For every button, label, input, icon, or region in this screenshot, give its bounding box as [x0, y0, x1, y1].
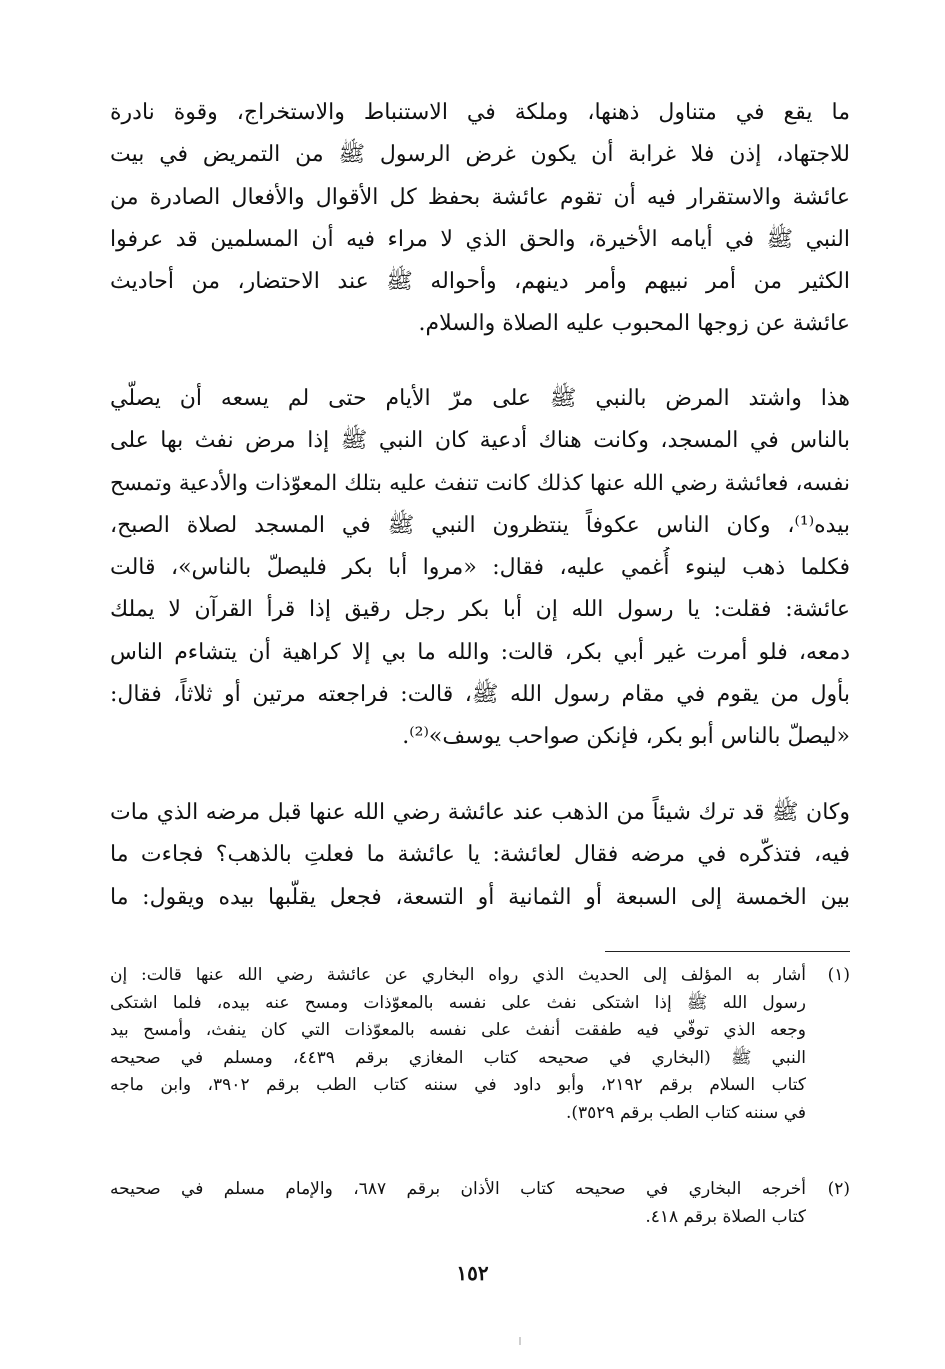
- footnote-body: [110, 962, 806, 1128]
- text-line: عائشة: فقلت: يا رسول الله إن أبا بكر رجل رقيق إذا قرأ القرآن لا يملك: [110, 597, 850, 623]
- paragraph-3: [110, 792, 850, 919]
- footnote-divider: [605, 951, 850, 952]
- text-line: عائشة والاستقرار فيه أن تقوم عائشة بحفظ كل الأقوال والأفعال الصادرة من: [110, 184, 850, 210]
- text-line: بيده⁽¹⁾، وكان الناس عكوفاً ينتظرون النبي ﷺ في المسجد لصلاة الصبح،: [110, 512, 850, 538]
- footnote-line: رسول الله ﷺ إذا اشتكى نفث على نفسه بالمعوّذات ومسح عنه بيده، فلما اشتكى: [110, 992, 806, 1013]
- footnote-2: [110, 1176, 850, 1231]
- text-line: هذا واشتد المرض بالنبي ﷺ على مرّ الأيام حتى لم يسعه أن يصلّي: [110, 386, 850, 411]
- paragraph-1: [110, 92, 850, 346]
- footnote-line: وجعه الذي توفّي فيه طفقت أنفث على نفسه بالمعوّذات التي كان ينفث، وأمسح بيد: [110, 1020, 806, 1041]
- text-line: دمعه، فلو أمرت غير أبي بكر، قالت: والله ما بي إلا كراهية أن يتشاءم الناس: [110, 639, 850, 665]
- page-number: ١٥٢: [456, 1261, 489, 1285]
- footnote-line: كتاب الصلاة برقم ٤١٨.: [645, 1206, 806, 1227]
- text-line: للاجتهاد، إذن فلا غرابة أن يكون غرض الرسول ﷺ من التمريض في بيت: [110, 142, 850, 168]
- paragraph-2: [110, 378, 850, 759]
- footnote-1: [110, 962, 850, 1128]
- footnote-line: أخرجه البخاري في صحيحه كتاب الأذان برقم ٦٨٧، والإمام مسلم في صحيحه: [110, 1179, 806, 1199]
- text-line: فيه، فتذكّره في مرضه فقال لعائشة: يا عائشة ما فعلتِ بالذهب؟ فجاءت ما: [110, 842, 850, 868]
- text-line: بالناس في المسجد، وكانت هناك أدعية كان النبي ﷺ إذا مرض نفث بها على: [110, 428, 850, 454]
- footnote-body: [110, 1176, 806, 1231]
- scan-mark: [519, 1337, 521, 1345]
- footnote-number: (١): [827, 965, 850, 985]
- text-line: نفسه، فعائشة رضي الله عنها كذلك كانت تنفث عليه بتلك المعوّذات والأدعية وتمسح: [110, 470, 850, 496]
- text-line: فكلما ذهب لينوء أُغمي عليه، فقال: «مروا أبا بكر فليصلّ بالناس»، قالت: [110, 555, 850, 581]
- text-line: بين الخمسة إلى السبعة أو الثمانية أو التسعة، فجعل يقلّبها بيده ويقول: ما: [110, 884, 850, 910]
- text-line: ما يقع في متناول ذهنها، وملكة في الاستنباط والاستخراج، وقوة نادرة: [110, 100, 850, 125]
- text-line: عائشة عن زوجها المحبوب عليه الصلاة والسلام.: [418, 311, 850, 337]
- text-line: «ليصلّ بالناس أبو بكر، فإنكن صواحب يوسف»⁽²⁾.: [402, 724, 850, 750]
- footnote-line: في سننه كتاب الطب برقم ٣٥٢٩).: [565, 1102, 806, 1123]
- text-line: بأول من يقوم في مقام رسول الله ﷺ، قالت: فراجعته مرتين أو ثلاثاً، فقال:: [110, 682, 850, 708]
- text-line: الكثير من أمر نبيهم وأمر دينهم، وأحواله ﷺ عند الاحتضار، من أحاديث: [110, 269, 850, 295]
- text-line: النبي ﷺ في أيامه الأخيرة، والحق الذي لا مراء فيه أن المسلمين قد عرفوا: [110, 226, 850, 252]
- footnote-number: (٢): [827, 1179, 850, 1199]
- footnote-line: النبي ﷺ (البخاري في صحيحه كتاب المغازي برقم ٤٤٣٩، ومسلم في صحيحه: [110, 1047, 806, 1068]
- text-line: وكان ﷺ قد ترك شيئاً من الذهب عند عائشة رضي الله عنها قبل مرضه الذي مات: [110, 800, 850, 825]
- footnote-line: كتاب السلام برقم ٢١٩٢، وأبو داود في سننه كتاب الطب برقم ٣٩٠٢، وابن ماجه: [110, 1075, 806, 1096]
- footnote-line: أشار به المؤلف إلى الحديث الذي رواه البخاري عن عائشة رضي الله عنها قالت: إن: [110, 965, 806, 985]
